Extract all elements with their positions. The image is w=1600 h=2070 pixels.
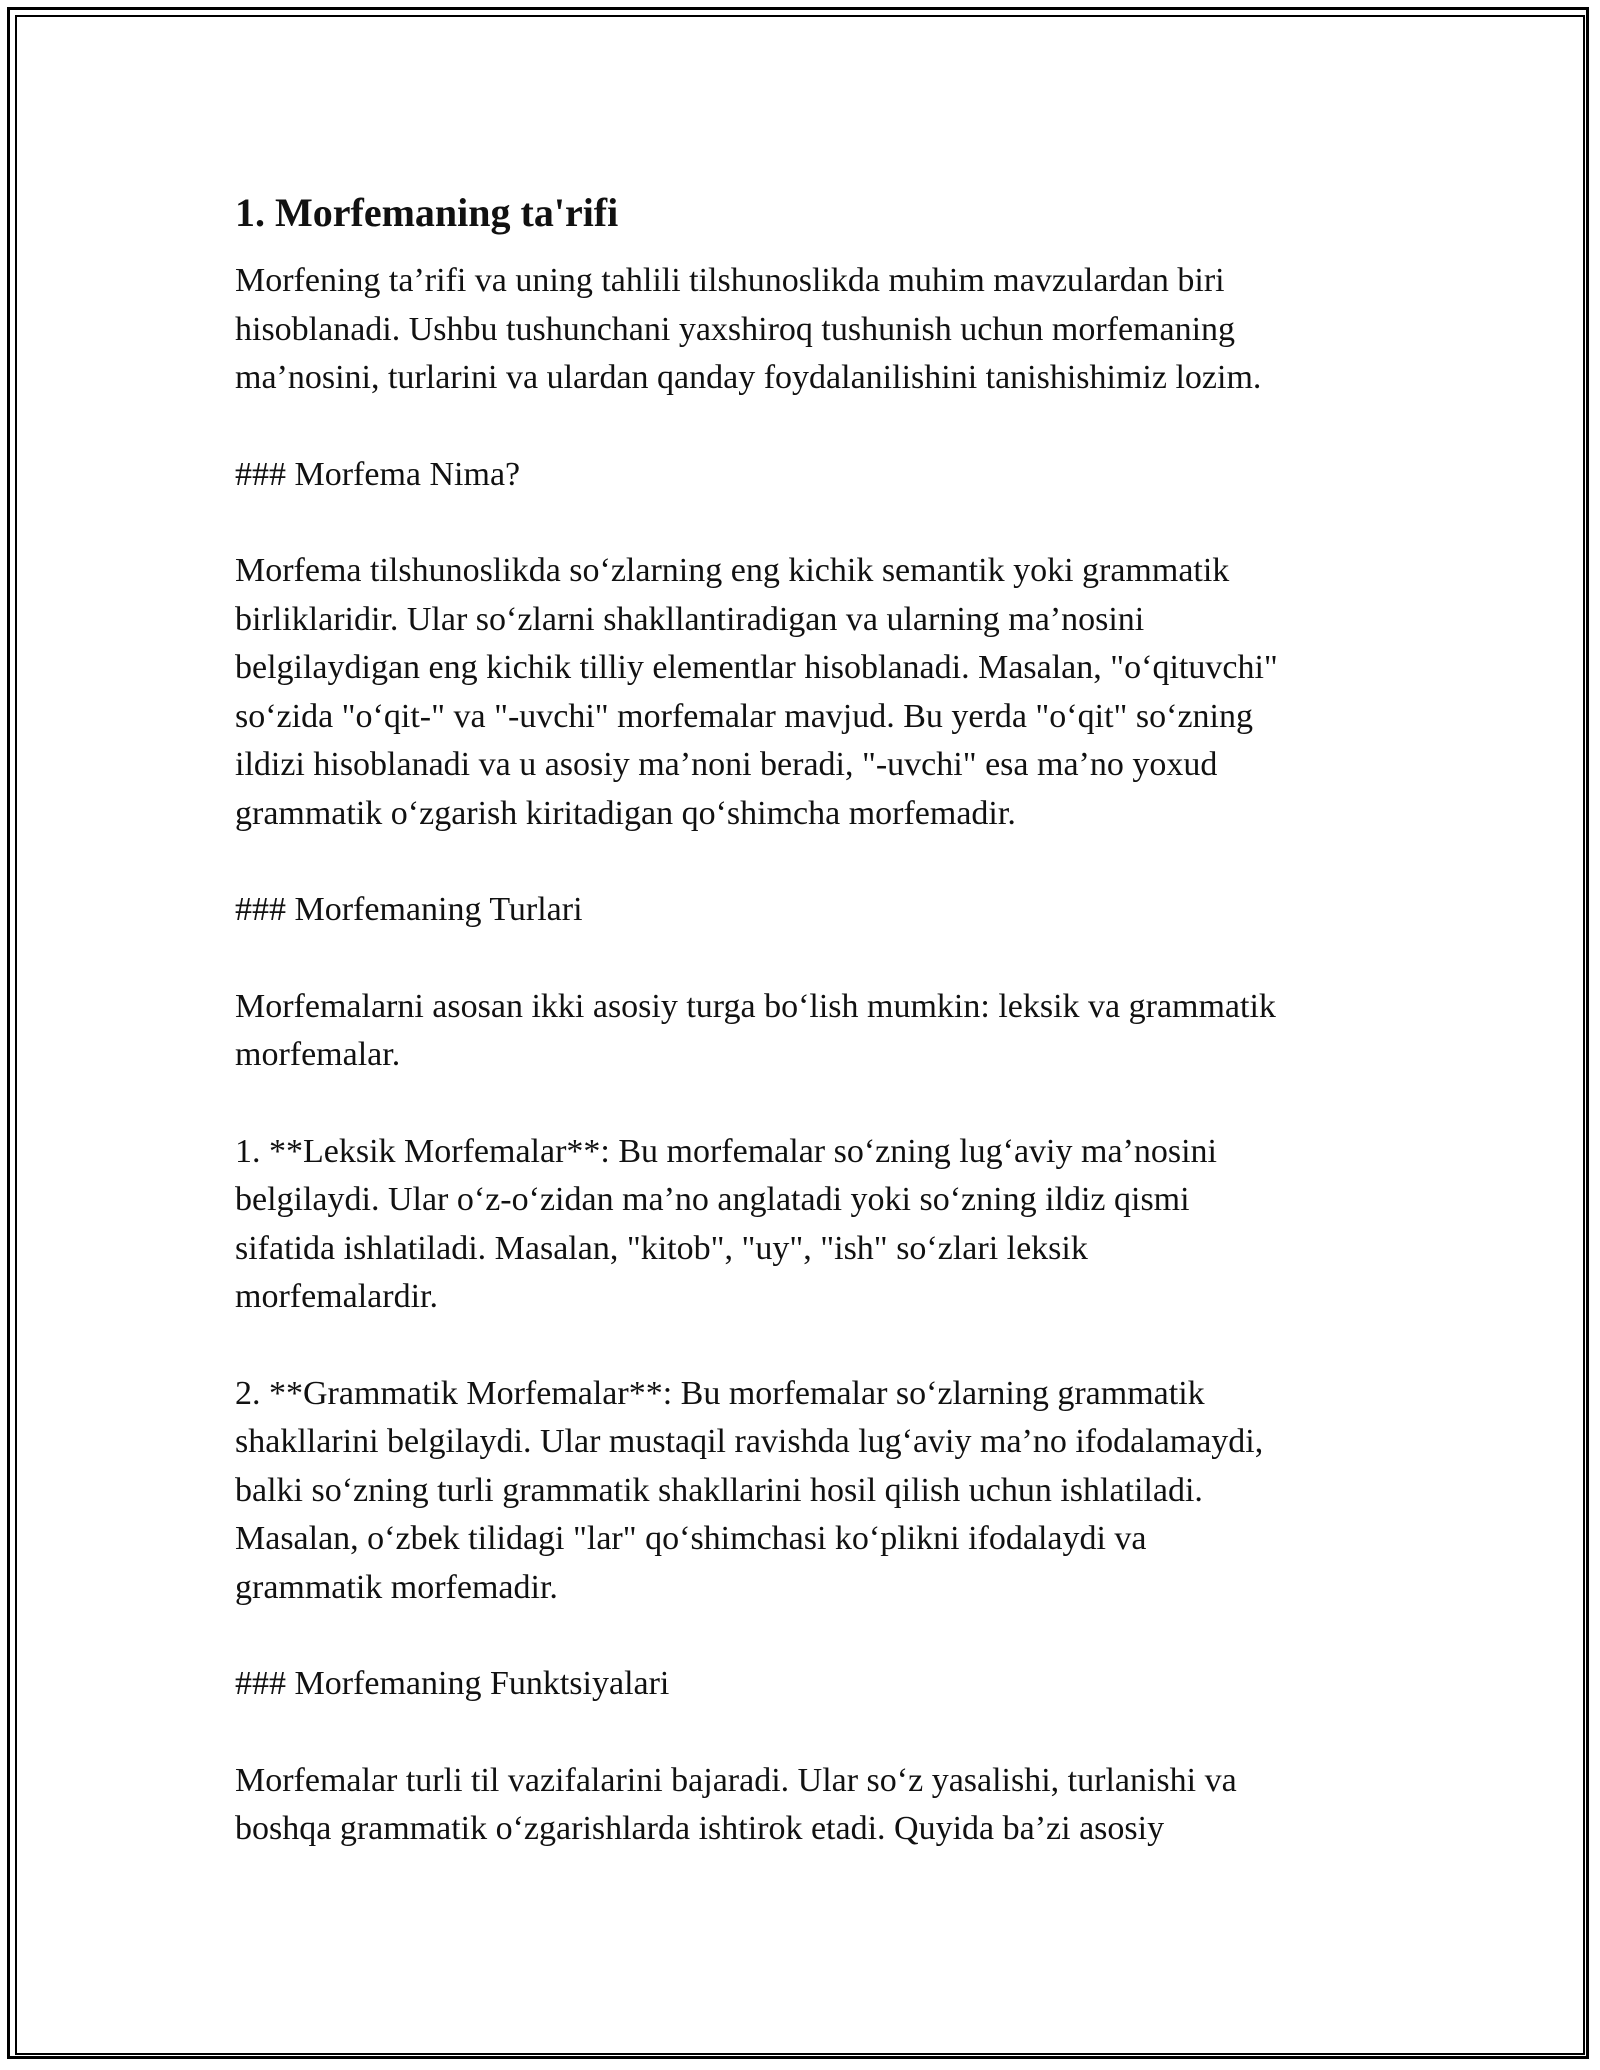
document-body	[235, 184, 1385, 1902]
text-line: boshqa grammatik o‘zgarishlarda ishtirok etadi. Quyida ba’zi asosiy	[235, 1810, 1165, 1847]
grammatical-morphemes-paragraph	[235, 1370, 1385, 1613]
text-line: grammatik morfemadir.	[235, 1568, 558, 1606]
text-line: ildizi hisoblanadi va u asosiy ma’noni beradi, "-uvchi" esa ma’no yoxud	[235, 746, 1218, 783]
text-line: Morfemalarni asosan ikki asosiy turga bo‘lish mumkin: leksik va grammatik	[235, 987, 1276, 1025]
text-line: birliklaridir. Ular so‘zlarni shakllantiradigan va ularning ma’nosini	[235, 600, 1145, 638]
text-line: grammatik o‘zgarish kiritadigan qo‘shimcha morfemadir.	[235, 794, 1016, 832]
text-line: hisoblanadi. Ushbu tushunchani yaxshiroq tushunish uchun morfemaning	[235, 310, 1236, 348]
text-line: ### Morfema Nima?	[235, 455, 521, 493]
section-heading-morfemaning-funktsiyalari	[235, 1660, 1385, 1709]
text-line: Morfening ta’rifi va uning tahlili tilshunoslikda muhim mavzulardan biri	[235, 262, 1225, 299]
types-intro-paragraph	[235, 983, 1385, 1080]
intro-paragraph	[235, 257, 1385, 403]
text-line: 2. **Grammatik Morfemalar**: Bu morfemalar so‘zlarning grammatik	[235, 1374, 1205, 1412]
text-line: Masalan, o‘zbek tilidagi "lar" qo‘shimchasi ko‘plikni ifodalaydi va	[235, 1520, 1147, 1557]
text-line: sifatida ishlatiladi. Masalan, "kitob", "uy", "ish" so‘zlari leksik	[235, 1229, 1088, 1267]
section-heading-morfemaning-turlari	[235, 886, 1385, 935]
document-title: 1. Morfemaning ta'rifi	[235, 190, 619, 235]
text-line: ### Morfemaning Funktsiyalari	[235, 1665, 670, 1702]
text-line: 1. **Leksik Morfemalar**: Bu morfemalar so‘zning lug‘aviy ma’nosini	[235, 1132, 1217, 1170]
text-line: so‘zida "o‘qit-" va "-uvchi" morfemalar mavjud. Bu yerda "o‘qit" so‘zning	[235, 697, 1253, 735]
lexical-morphemes-paragraph	[235, 1128, 1385, 1322]
text-line: ma’nosini, turlarini va ulardan qanday foydalanilishini tanishishimiz lozim.	[235, 359, 1262, 396]
text-line: balki so‘zning turli grammatik shakllarini hosil qilish uchun ishlatiladi.	[235, 1471, 1203, 1509]
text-line: Morfema tilshunoslikda so‘zlarning eng kichik semantik yoki grammatik	[235, 552, 1230, 589]
text-line: ### Morfemaning Turlari	[235, 891, 583, 928]
text-line: belgilaydi. Ular o‘z-o‘zidan ma’no anglatadi yoki so‘zning ildiz qismi	[235, 1181, 1190, 1218]
text-line: Morfemalar turli til vazifalarini bajaradi. Ular so‘z yasalishi, turlanishi va	[235, 1761, 1237, 1799]
text-line: shakllarini belgilaydi. Ular mustaqil ravishda lug‘aviy ma’no ifodalamaydi,	[235, 1423, 1264, 1460]
text-line: belgilaydigan eng kichik tilliy elementlar hisoblanadi. Masalan, "o‘qituvchi"	[235, 649, 1278, 686]
section-heading-morfema-nima	[235, 451, 1385, 500]
text-line: morfemalardir.	[235, 1278, 438, 1315]
definition-paragraph	[235, 547, 1385, 838]
functions-paragraph	[235, 1757, 1385, 1854]
text-line: morfemalar.	[235, 1036, 401, 1073]
